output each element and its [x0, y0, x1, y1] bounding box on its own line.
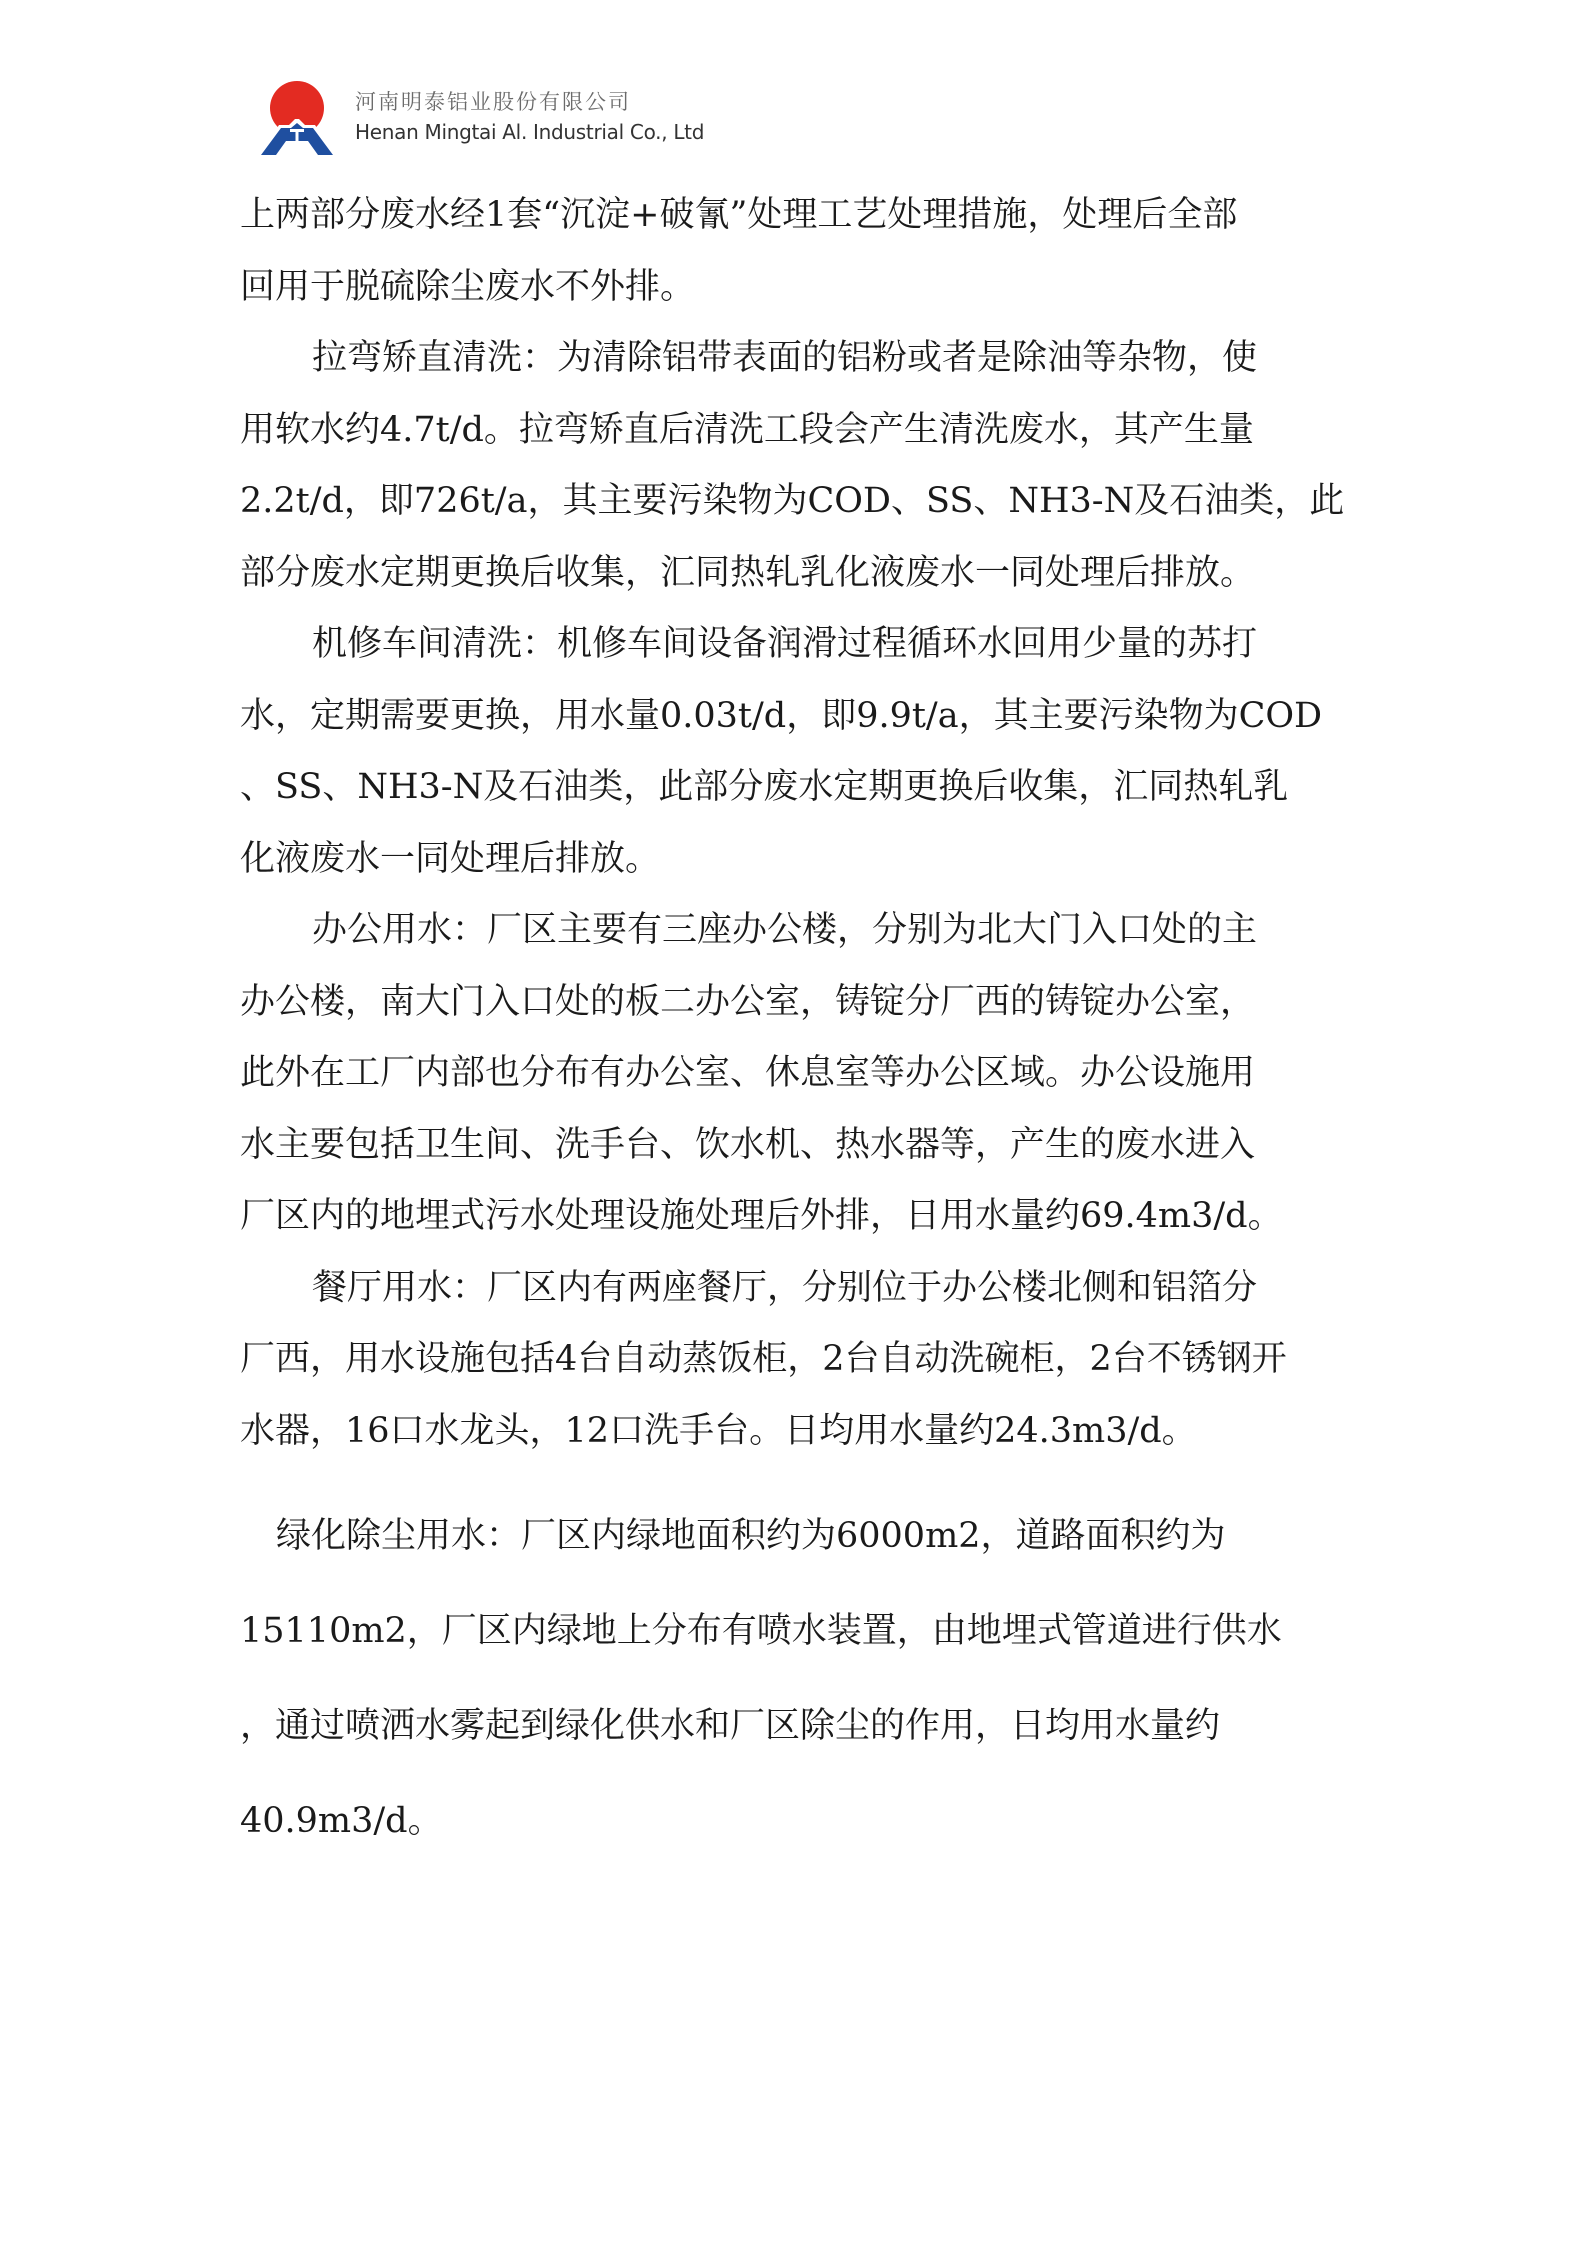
paragraph-repair-workshop-cleaning — [240, 609, 1360, 895]
letterhead — [255, 72, 704, 162]
paragraph-canteen-water — [240, 1253, 1360, 1468]
text-line: 15110m2，厂区内绿地上分布有喷水装置，由地埋式管道进行供水 — [240, 1611, 1282, 1651]
text-line: 、SS、NH3-N及石油类，此部分废水定期更换后收集，汇同热轧乳 — [240, 767, 1289, 807]
text-line: 回用于脱硫除尘废水不外排。 — [240, 266, 696, 307]
text-line: 餐厅用水：厂区内有两座餐厅，分别位于办公楼北侧和铝箔分 — [312, 1267, 1258, 1308]
paragraph-office-water — [240, 895, 1360, 1253]
text-line: 此外在工厂内部也分布有办公室、休息室等办公区域。办公设施用 — [240, 1053, 1256, 1093]
company-name-cn: 河南明泰铝业股份有限公司 — [355, 90, 631, 114]
text-line: 办公用水：厂区主要有三座办公楼，分别为北大门入口处的主 — [312, 910, 1258, 950]
text-line: 水，定期需要更换，用水量0.03t/d，即9.9t/a，其主要污染物为COD — [240, 695, 1323, 736]
text-line: 化液废水一同处理后排放。 — [240, 838, 661, 879]
company-name — [355, 87, 704, 147]
text-line: 绿化除尘用水：厂区内绿地面积约为6000m2，道路面积约为 — [276, 1516, 1226, 1556]
text-line: 用软水约4.7t/d。拉弯矫直后清洗工段会产生清洗废水，其产生量 — [240, 409, 1254, 450]
text-line: 2.2t/d，即726t/a，其主要污染物为COD、SS、NH3-N及石油类，此 — [240, 481, 1345, 521]
text-line: 上两部分废水经1套“沉淀+破氰”处理工艺处理措施，处理后全部 — [240, 195, 1238, 235]
document-body — [240, 180, 1360, 1869]
text-line: 拉弯矫直清洗：为清除铝带表面的铝粉或者是除油等杂物，使 — [312, 338, 1258, 378]
company-logo-icon — [255, 75, 339, 159]
paragraph-treatment-reuse — [240, 180, 1360, 323]
text-line: 水器，16口水龙头，12口洗手台。日均用水量约24.3m3/d。 — [240, 1410, 1197, 1451]
text-line: 机修车间清洗：机修车间设备润滑过程循环水回用少量的苏打 — [312, 624, 1258, 664]
text-line: 厂西，用水设施包括4台自动蒸饭柜，2台自动洗碗柜，2台不锈钢开 — [240, 1339, 1287, 1379]
paragraph-greening-dust-water — [240, 1489, 1360, 1869]
text-line: 40.9m3/d。 — [240, 1801, 443, 1841]
paragraph-straightening-cleaning — [240, 323, 1360, 609]
text-line: 办公楼，南大门入口处的板二办公室，铸锭分厂西的铸锭办公室， — [240, 981, 1256, 1022]
text-line: 水主要包括卫生间、洗手台、饮水机、热水器等，产生的废水进入 — [240, 1124, 1256, 1165]
text-line: ，通过喷洒水雾起到绿化供水和厂区除尘的作用，日均用水量约 — [240, 1706, 1221, 1746]
text-line: 部分废水定期更换后收集，汇同热轧乳化液废水一同处理后排放。 — [240, 552, 1256, 593]
company-name-en: Henan Mingtai Al. Industrial Co., Ltd — [355, 120, 705, 144]
text-line: 厂区内的地埋式污水处理设施处理后外排，日用水量约69.4m3/d。 — [240, 1196, 1283, 1236]
